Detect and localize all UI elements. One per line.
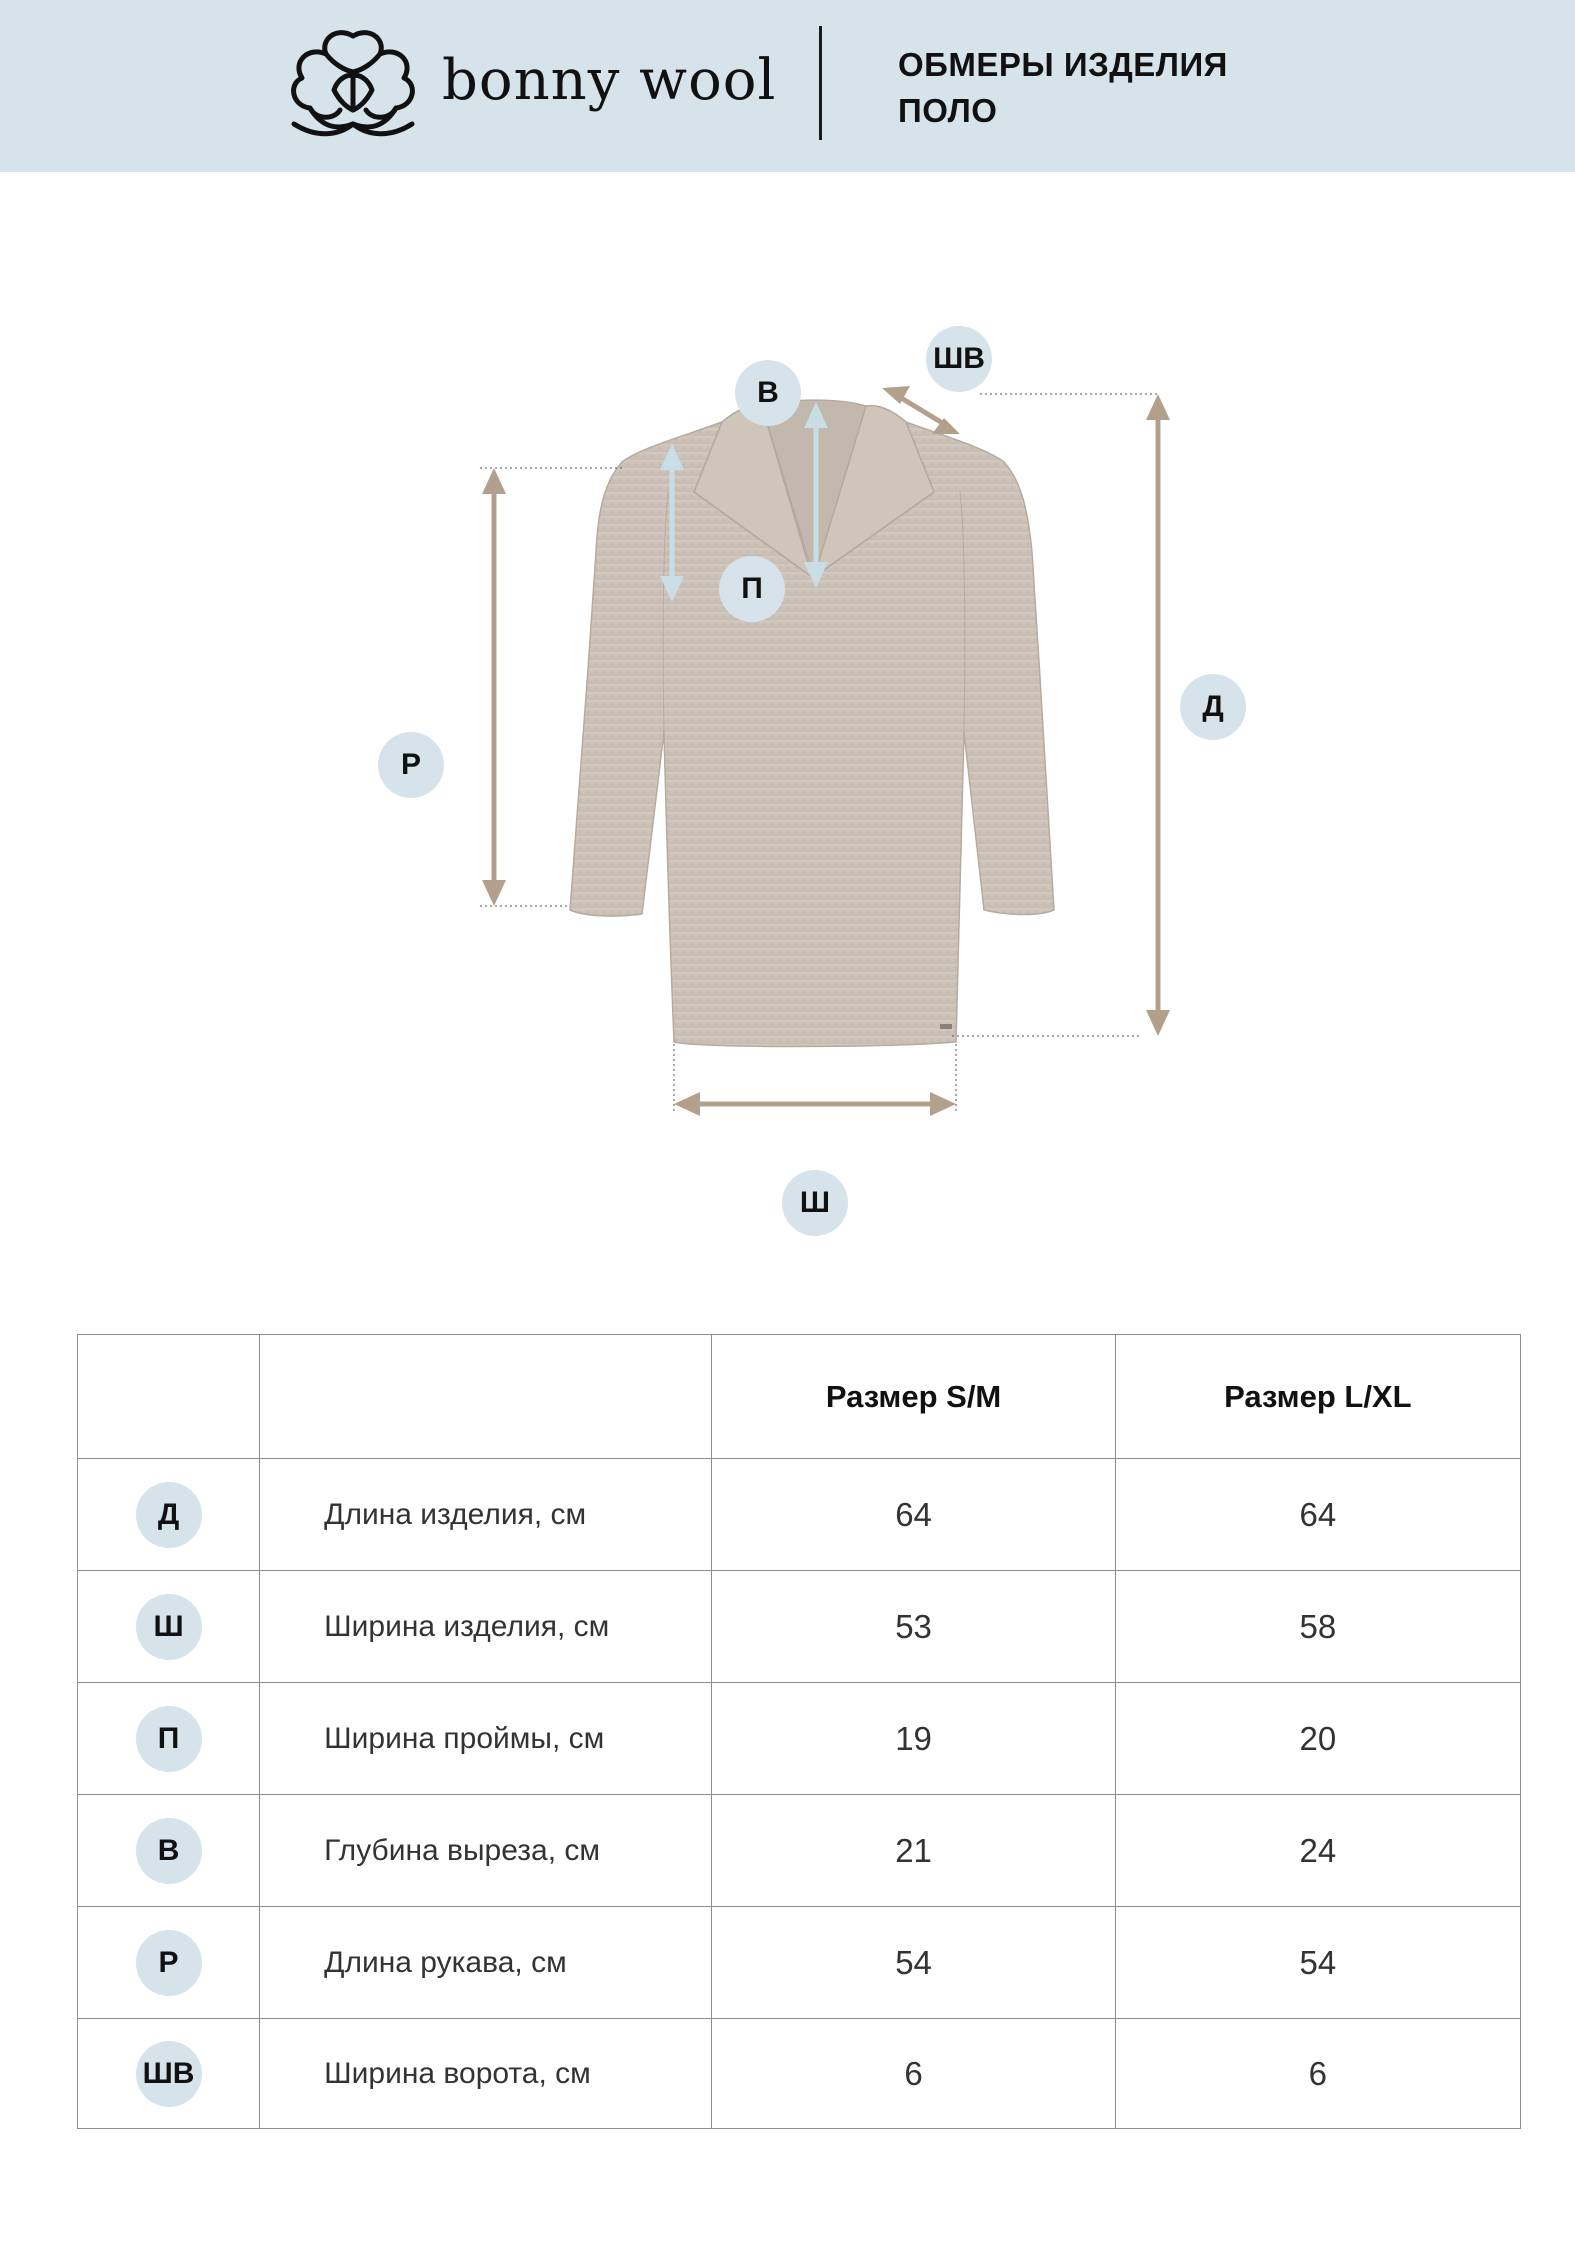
- header-divider: [819, 26, 822, 140]
- row-label: Длина изделия, см: [260, 1459, 712, 1571]
- row-marker: Р: [136, 1930, 202, 1996]
- row-value-lxl: 20: [1115, 1683, 1520, 1795]
- row-value-sm: 21: [712, 1795, 1115, 1907]
- title-line-measurements: ОБМЕРЫ ИЗДЕЛИЯ: [898, 46, 1228, 83]
- collar-width-arrow: [898, 396, 944, 424]
- table-row: [78, 2019, 1521, 2129]
- table-row: [78, 1907, 1521, 2019]
- header-size-lxl: Размер L/XL: [1115, 1335, 1520, 1459]
- table-row: [78, 1459, 1521, 1571]
- title-line-product: ПОЛО: [898, 92, 998, 129]
- marker-collar-width: ШВ: [926, 326, 992, 392]
- row-marker: В: [136, 1818, 202, 1884]
- row-marker: П: [136, 1706, 202, 1772]
- row-label: Ширина ворота, см: [260, 2019, 712, 2129]
- marker-armhole: П: [719, 556, 785, 622]
- row-value-sm: 6: [712, 2019, 1115, 2129]
- row-marker: Ш: [136, 1594, 202, 1660]
- row-value-lxl: 58: [1115, 1571, 1520, 1683]
- marker-sleeve-length: Р: [378, 732, 444, 798]
- row-marker: ШВ: [136, 2041, 202, 2107]
- row-label: Глубина выреза, см: [260, 1795, 712, 1907]
- table-header-row: [78, 1335, 1521, 1459]
- row-value-lxl: 24: [1115, 1795, 1520, 1907]
- header-empty-label-cell: [260, 1335, 712, 1459]
- row-value-sm: 19: [712, 1683, 1115, 1795]
- marker-garment-width: Ш: [782, 1170, 848, 1236]
- row-label: Ширина проймы, см: [260, 1683, 712, 1795]
- header-empty-icon-cell: [78, 1335, 260, 1459]
- row-value-lxl: 54: [1115, 1907, 1520, 2019]
- row-label: Ширина изделия, см: [260, 1571, 712, 1683]
- header-size-sm: Размер S/M: [712, 1335, 1115, 1459]
- row-value-lxl: 6: [1115, 2019, 1520, 2129]
- table-row: [78, 1571, 1521, 1683]
- table-row: [78, 1683, 1521, 1795]
- row-value-lxl: 64: [1115, 1459, 1520, 1571]
- row-marker: Д: [136, 1482, 202, 1548]
- size-table: [77, 1334, 1521, 2129]
- measurement-diagram: [0, 172, 1575, 1282]
- marker-garment-length: Д: [1180, 674, 1246, 740]
- row-label: Длина рукава, см: [260, 1907, 712, 2019]
- row-value-sm: 53: [712, 1571, 1115, 1683]
- polo-sweater-illustration: [570, 400, 1054, 1047]
- page-title: [898, 42, 1228, 134]
- header-band: [0, 0, 1575, 172]
- brand-name: bonny wool: [442, 48, 777, 113]
- row-value-sm: 54: [712, 1907, 1115, 2019]
- row-value-sm: 64: [712, 1459, 1115, 1571]
- table-row: [78, 1795, 1521, 1907]
- cotton-flower-logo-icon: [286, 24, 420, 144]
- marker-neckline-depth: В: [735, 360, 801, 426]
